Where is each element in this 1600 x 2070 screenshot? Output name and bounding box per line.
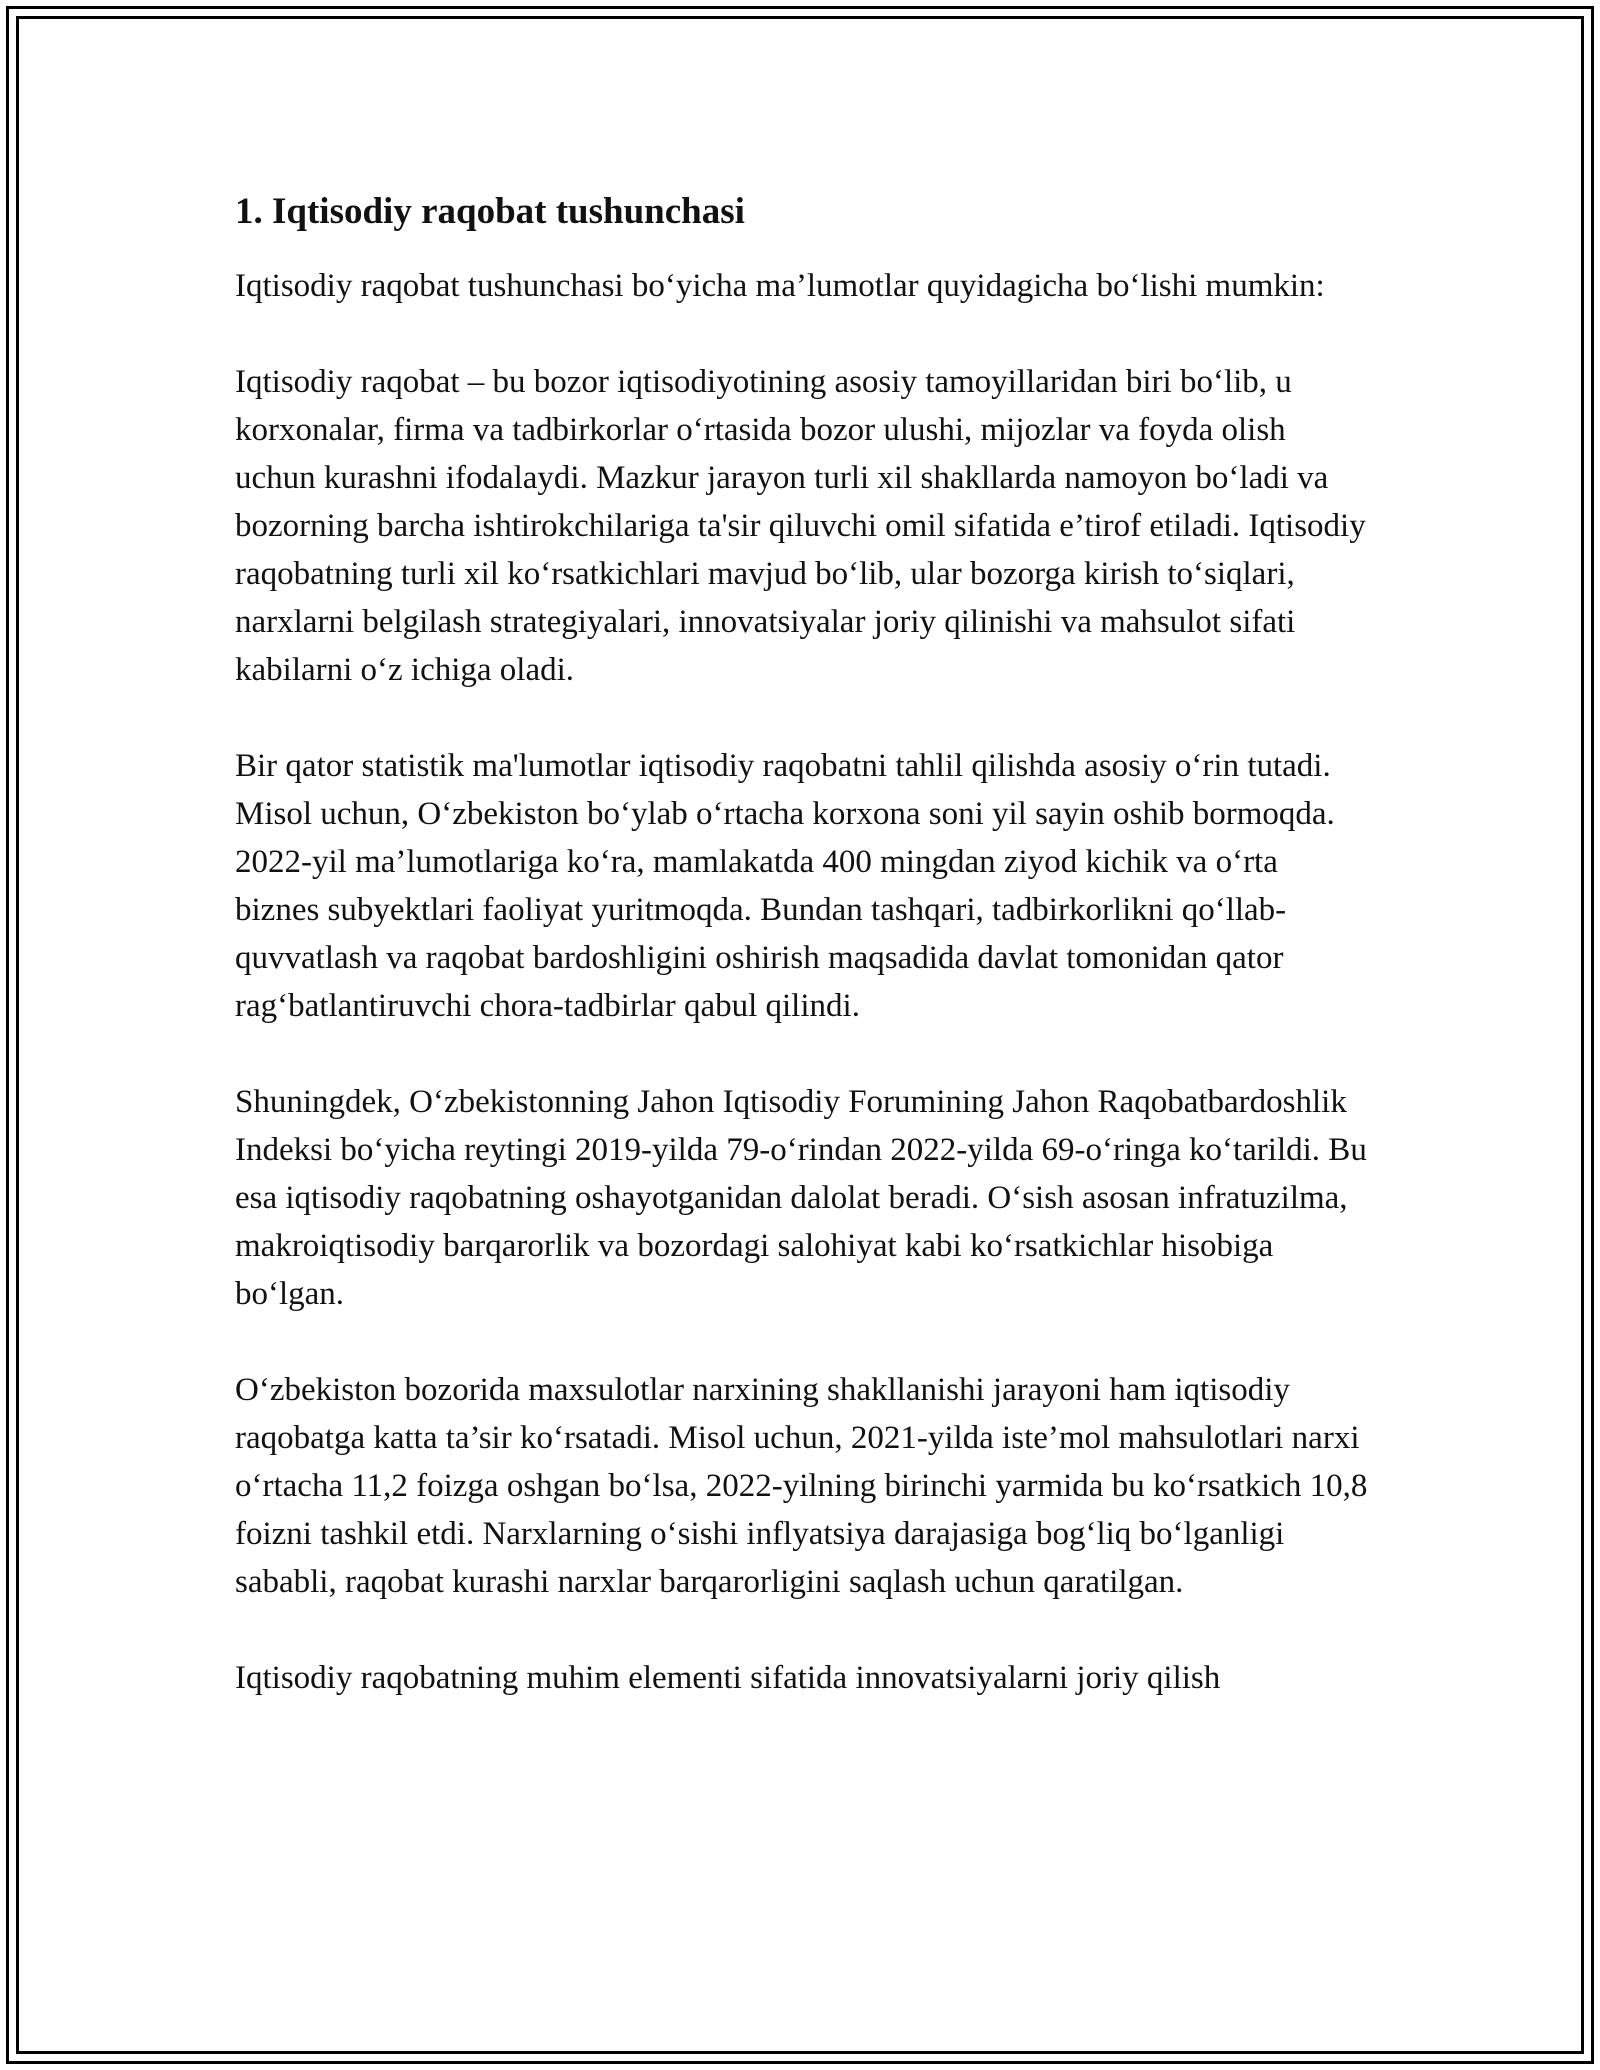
paragraph-ranking: Shuningdek, O‘zbekistonning Jahon Iqtisodiy Forumining Jahon Raqobatbardoshlik Indeksi bo‘yicha reytingi 2019-yilda 79-o‘rindan 2022-yilda 69-o‘ringa ko‘tarildi. Bu esa iqtisodiy raqobatning oshayotganidan dalolat beradi. O‘sish asosan infratuzilma, makroiqtisodiy barqarorlik va bozordagi salohiyat kabi ko‘rsatkichlar hisobiga bo‘lgan. (235, 1084, 1367, 1312)
paragraph-definition: Iqtisodiy raqobat – bu bozor iqtisodiyotining asosiy tamoyillaridan biri bo‘lib, u korxonalar, firma va tadbirkorlar o‘rtasida bozor ulushi, mijozlar va foyda olish uchun kurashni ifodalaydi. Mazkur jarayon turli xil shakllarda namoyon bo‘ladi va bozorning barcha ishtirokchilariga ta'sir qiluvchi omil sifatida e’tirof etiladi. Iqtisodiy raqobatning turli xil ko‘rsatkichlari mavjud bo‘lib, ular bozorga kirish to‘siqlari, narxlarni belgilash strategiyalari, innovatsiyalar joriy qilinishi va mahsulot sifati kabilarni o‘z ichiga oladi. (235, 364, 1366, 688)
paragraph-statistics: Bir qator statistik ma'lumotlar iqtisodiy raqobatni tahlil qilishda asosiy o‘rin tutadi. Misol uchun, O‘zbekiston bo‘ylab o‘rtacha korxona soni yil sayin oshib bormoqda. 2022-yil ma’lumotlariga ko‘ra, mamlakatda 400 mingdan ziyod kichik va o‘rta biznes subyektlari faoliyat yuritmoqda. Bundan tashqari, tadbirkorlikni qo‘llab-quvvatlash va raqobat bardoshligini oshirish maqsadida davlat tomonidan qator rag‘batlantiruvchi chora-tadbirlar qabul qilindi. (235, 748, 1335, 1024)
paragraph-prices: O‘zbekiston bozorida maxsulotlar narxining shakllanishi jarayoni ham iqtisodiy raqobatga katta ta’sir ko‘rsatadi. Misol uchun, 2021-yilda iste’mol mahsulotlari narxi o‘rtacha 11,2 foizga oshgan bo‘lsa, 2022-yilning birinchi yarmida bu ko‘rsatkich 10,8 foizni tashkil etdi. Narxlarning o‘sishi inflyatsiya darajasiga bog‘liq bo‘lganligi sababli, raqobat kurashi narxlar barqarorligini saqlash uchun qaratilgan. (235, 1372, 1368, 1600)
paragraph-intro: Iqtisodiy raqobat tushunchasi bo‘yicha ma’lumotlar quyidagicha bo‘lishi mumkin: (235, 268, 1325, 304)
paragraph-innovation: Iqtisodiy raqobatning muhim elementi sifatida innovatsiyalarni joriy qilish (235, 1660, 1221, 1696)
section-heading: 1. Iqtisodiy raqobat tushunchasi (235, 191, 745, 232)
document-body (235, 186, 1370, 1750)
